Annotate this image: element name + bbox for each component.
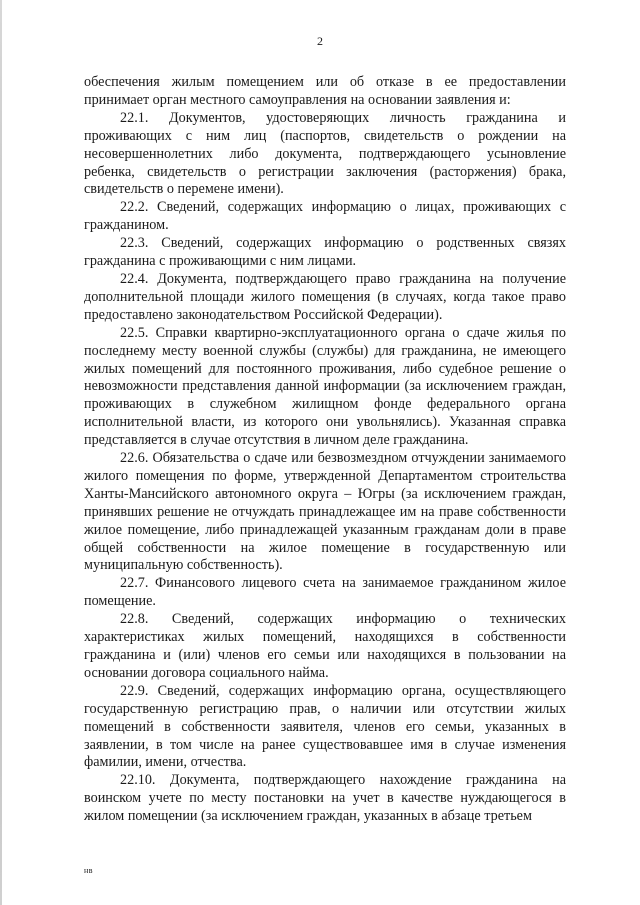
paragraph-22-4: 22.4. Документа, подтверждающего право гражданина на получение дополнительной площади жилого помещения (в случаях, когда такое право предоставлено законодательством Российской Федерации). (84, 270, 566, 323)
scan-edge-shadow (0, 0, 2, 905)
paragraph-22-10: 22.10. Документа, подтверждающего нахождение гражданина на воинском учете по месту постановки на учет в качестве нуждающегося в жилом помещении (за исключением граждан, указанных в абзаце третьем (84, 772, 566, 825)
page-number: 2 (317, 34, 323, 48)
paragraph-22-2: 22.2. Сведений, содержащих информацию о лицах, проживающих с гражданином. (84, 199, 566, 234)
paragraph-22-5: 22.5. Справки квартирно-эксплуатационного органа о сдаче жилья по последнему месту военной службы (службы) для гражданина, не имеющего жилых помещений для постоянного проживания, либо судебное решение о невозможности представления данной информации (за исключением граждан, проживающих в служебном жилищном фонде федерального органа исполнительной власти, из которого они увольнялись). Указанная справка представляется в случае отсутствия в личном деле гражданина. (84, 324, 566, 449)
paragraph-22-9: 22.9. Сведений, содержащих информацию органа, осуществляющего государственную регистрацию прав, о наличии или отсутствии жилых помещений в собственности заявителя, членов его семьи, указанных в заявлении, в том числе на ранее существовавшее имя в случае изменения фамилии, имени, отчества. (84, 682, 566, 771)
footer-code: нв (84, 866, 94, 875)
paragraph-22-7: 22.7. Финансового лицевого счета на занимаемое гражданином жилое помещение. (84, 575, 566, 610)
paragraph-22-1: 22.1. Документов, удостоверяющих личность гражданина и проживающих с ним лиц (паспортов, свидетельств о рождении на несовершеннолетних либо документа, подтверждающего усыновление ребенка, свидетельств о регистрации заключения (расторжения) брака, свидетельств о перемене имени). (84, 109, 566, 198)
document-body (84, 74, 566, 826)
paragraph-22-3: 22.3. Сведений, содержащих информацию о родственных связях гражданина с проживающими с ним лицами. (84, 235, 566, 270)
paragraph-intro: обеспечения жилым помещением или об отказе в ее предоставлении принимает орган местного самоуправления на основании заявления и: (84, 74, 566, 108)
paragraph-22-8: 22.8. Сведений, содержащих информацию о технических характеристиках жилых помещений, находящихся в собственности гражданина и (или) членов его семьи или находящихся в пользовании на основании договора социального найма. (84, 611, 566, 681)
paragraph-22-6: 22.6. Обязательства о сдаче или безвозмездном отчуждении занимаемого жилого помещения по форме, утвержденной Департаментом строительства Ханты-Мансийского автономного округа – Югры (за исключением граждан, принявших решение не отчуждать принадлежащее им на праве собственности жилое помещение, либо принадлежащей указанным гражданам доли в праве общей собственности на жилое помещение в государственную или муниципальную собственность). (84, 450, 566, 574)
